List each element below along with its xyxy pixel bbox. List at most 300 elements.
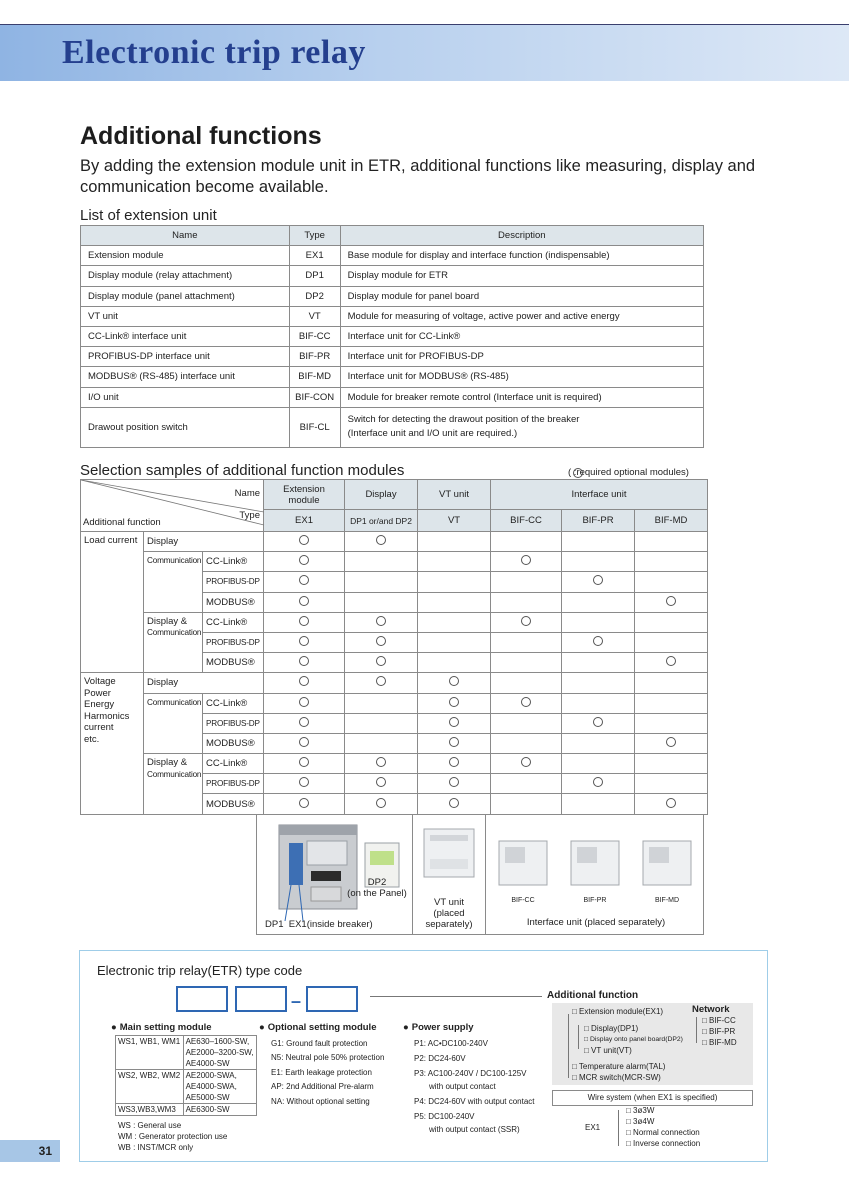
mark-cell xyxy=(264,632,345,652)
model-list xyxy=(183,1036,256,1070)
desc-line: Switch for detecting the drawout position of the breaker xyxy=(347,414,580,426)
cell-name: MODBUS® (RS-485) interface unit xyxy=(81,367,290,387)
mark-cell xyxy=(491,612,562,632)
circle-icon xyxy=(666,737,676,747)
dp1-item: □ Display(DP1) xyxy=(584,1024,639,1033)
label-line: (placed xyxy=(433,908,465,919)
label-line: Communication xyxy=(147,769,202,779)
empty-cell xyxy=(491,653,562,673)
empty-cell xyxy=(635,754,708,774)
wire-item: □ 3ø4W xyxy=(626,1117,655,1126)
cell-type: BIF-CL xyxy=(289,407,340,447)
header-banner xyxy=(0,25,849,81)
additional-function-title: Additional function xyxy=(547,990,639,1001)
mark-cell xyxy=(345,774,418,794)
corner-func: Additional function xyxy=(83,517,161,528)
wire-list xyxy=(626,1105,700,1149)
col-ext: Extension module xyxy=(264,480,345,510)
circle-icon xyxy=(449,777,459,787)
table-row xyxy=(81,246,704,266)
empty-cell xyxy=(562,733,635,753)
empty-cell xyxy=(562,552,635,572)
option-item: AP: 2nd Additional Pre-alarm xyxy=(271,1082,374,1092)
empty-cell xyxy=(491,532,562,552)
mark-cell xyxy=(264,774,345,794)
model-cell: WS1, WB1, WM1 xyxy=(116,1036,184,1070)
mark-cell xyxy=(562,572,635,592)
circle-icon xyxy=(299,737,309,747)
cell-desc: Display module for panel board xyxy=(340,286,703,306)
circle-icon xyxy=(376,616,386,626)
table-row xyxy=(116,1104,257,1116)
cell-type: BIF-PR xyxy=(289,347,340,367)
circle-icon xyxy=(449,676,459,686)
leader-line xyxy=(370,996,542,997)
label-line: Energy xyxy=(84,699,115,711)
empty-cell xyxy=(418,552,491,572)
cell-name: Extension module xyxy=(81,246,290,266)
tree-line xyxy=(568,1014,569,1078)
circle-icon xyxy=(376,656,386,666)
wire-system-title: Wire system (when EX1 is specified) xyxy=(552,1090,753,1106)
row-cc: CC-Link® xyxy=(203,693,264,713)
model-cell: WS2, WB2, WM2 xyxy=(116,1070,184,1104)
mark-cell xyxy=(562,713,635,733)
cell-type: BIF-CON xyxy=(289,387,340,407)
circle-icon xyxy=(376,535,386,545)
bif-pr-label: BIF-PR xyxy=(583,897,607,904)
row-display: Display xyxy=(144,532,264,552)
cell-type: VT xyxy=(289,306,340,326)
power-item: with output contact (SSR) xyxy=(429,1125,520,1134)
desc-line: (Interface unit and I/O unit are required.) xyxy=(347,428,518,440)
col-display: Display xyxy=(345,480,418,510)
main-legend xyxy=(118,1120,227,1153)
mark-cell xyxy=(491,693,562,713)
empty-cell xyxy=(491,733,562,753)
sel-table-caption: Selection samples of additional function modules xyxy=(80,462,405,479)
mark-cell xyxy=(264,532,345,552)
code-field-optional xyxy=(235,986,287,1012)
circle-icon xyxy=(449,717,459,727)
row-communication: Communication xyxy=(144,552,203,613)
code-field-power xyxy=(306,986,358,1012)
circle-icon xyxy=(299,555,309,565)
legend-line: WS : General use xyxy=(118,1121,182,1130)
row-communication: Communication xyxy=(144,693,203,754)
mark-cell xyxy=(264,713,345,733)
mark-cell xyxy=(264,572,345,592)
cell-name: VT unit xyxy=(81,306,290,326)
circle-icon xyxy=(376,636,386,646)
mark-cell xyxy=(264,592,345,612)
code-dash: – xyxy=(291,991,302,1011)
mark-cell xyxy=(418,794,491,814)
mark-cell xyxy=(635,733,708,753)
label-line: Display & xyxy=(147,615,188,627)
network-title: Network xyxy=(692,1004,730,1015)
code-field-main xyxy=(176,986,228,1012)
model-cell: WS3,WB3,WM3 xyxy=(116,1104,184,1116)
mark-cell xyxy=(345,632,418,652)
type-code-title: Electronic trip relay(ETR) type code xyxy=(97,963,303,978)
mark-cell xyxy=(418,774,491,794)
wire-item: □ Inverse connection xyxy=(626,1139,701,1148)
label-line: current xyxy=(84,722,114,734)
table-row xyxy=(116,1036,257,1070)
table-row xyxy=(81,552,708,572)
col-header: Description xyxy=(340,226,703,246)
mark-cell xyxy=(264,693,345,713)
legend-line: WM : Generator protection use xyxy=(118,1132,228,1141)
power-list xyxy=(414,1037,535,1136)
empty-cell xyxy=(562,532,635,552)
circle-icon xyxy=(299,798,309,808)
empty-cell xyxy=(562,693,635,713)
mark-cell xyxy=(418,673,491,693)
empty-cell xyxy=(345,693,418,713)
vt-label xyxy=(415,897,483,930)
page-title: Electronic trip relay xyxy=(62,34,366,71)
mark-cell xyxy=(264,733,345,753)
divider xyxy=(412,815,413,935)
mark-cell xyxy=(345,612,418,632)
option-item: NA: Without optional setting xyxy=(271,1096,370,1106)
empty-cell xyxy=(562,592,635,612)
mcr-item: □ MCR switch(MCR-SW) xyxy=(572,1073,661,1082)
option-item: E1: Earth leakage protection xyxy=(271,1067,372,1077)
label-line: Harmonics xyxy=(84,710,130,722)
row-display-comm xyxy=(144,754,203,815)
circle-icon xyxy=(666,596,676,606)
model-line: AE2000–3200-SW, xyxy=(185,1048,254,1057)
circle-icon xyxy=(666,798,676,808)
tree-line xyxy=(578,1025,579,1049)
extension-unit-table xyxy=(80,225,704,448)
col-md: BIF-MD xyxy=(635,510,708,532)
cell-desc: Display module for ETR xyxy=(340,266,703,286)
cell-name: I/O unit xyxy=(81,387,290,407)
corner-cell xyxy=(81,480,264,532)
bif-md-item: □ BIF-MD xyxy=(702,1038,737,1047)
circle-icon xyxy=(299,697,309,707)
empty-cell xyxy=(635,693,708,713)
label-line: separately) xyxy=(425,919,473,930)
cell-desc: Base module for display and interface function (indispensable) xyxy=(340,246,703,266)
optional-list xyxy=(271,1037,384,1109)
vt-unit-image xyxy=(422,825,478,881)
cell-name: Display module (panel attachment) xyxy=(81,286,290,306)
mark-cell xyxy=(345,673,418,693)
empty-cell xyxy=(562,612,635,632)
table-row xyxy=(81,532,708,552)
empty-cell xyxy=(491,774,562,794)
circle-icon xyxy=(449,798,459,808)
model-list xyxy=(183,1070,256,1104)
main-module-title: ● Main setting module xyxy=(111,1022,212,1033)
cell-name: PROFIBUS-DP interface unit xyxy=(81,347,290,367)
option-item: N5: Neutral pole 50% protection xyxy=(271,1053,385,1063)
empty-cell xyxy=(562,754,635,774)
col-vtt: VT xyxy=(418,510,491,532)
power-item: P3: AC100-240V / DC100-125V xyxy=(414,1069,527,1078)
bif-cc-label: BIF-CC xyxy=(511,897,535,904)
empty-cell xyxy=(345,733,418,753)
empty-cell xyxy=(562,794,635,814)
empty-cell xyxy=(491,632,562,652)
circle-icon xyxy=(593,636,603,646)
empty-cell xyxy=(418,592,491,612)
label-line: Display & xyxy=(147,757,188,769)
section-intro: By adding the extension module unit in ETR, additional functions like measuring, display and communication become available. xyxy=(80,157,756,196)
interface-units-image xyxy=(497,837,697,889)
table-row xyxy=(81,387,704,407)
circle-icon xyxy=(449,697,459,707)
cell-type: BIF-CC xyxy=(289,326,340,346)
power-supply-title: ● Power supply xyxy=(403,1022,474,1033)
empty-cell xyxy=(491,713,562,733)
row-pr: PROFIBUS-DP xyxy=(203,713,264,733)
mark-cell xyxy=(418,733,491,753)
cell-type: EX1 xyxy=(289,246,340,266)
empty-cell xyxy=(491,572,562,592)
note-text: ( :required optional modules) xyxy=(568,467,689,478)
row-pr: PROFIBUS-DP xyxy=(203,572,264,592)
section-title: Additional functions xyxy=(80,122,322,150)
group-voltage xyxy=(81,673,144,814)
wire-ex1-label: EX1 xyxy=(585,1123,601,1132)
mark-cell xyxy=(635,794,708,814)
divider xyxy=(485,815,486,935)
table-row xyxy=(81,266,704,286)
label-line: Power xyxy=(84,687,111,699)
circle-icon xyxy=(593,717,603,727)
wire-item: □ 3ø3W xyxy=(626,1106,655,1115)
table-row xyxy=(81,286,704,306)
mark-cell xyxy=(635,592,708,612)
tree-line xyxy=(696,1017,697,1043)
label-line: DP2 xyxy=(367,877,387,888)
table-row xyxy=(81,407,704,447)
empty-cell xyxy=(418,532,491,552)
model-line: AE4000-SW xyxy=(185,1059,230,1068)
col-ex1: EX1 xyxy=(264,510,345,532)
empty-cell xyxy=(491,673,562,693)
table-row xyxy=(81,306,704,326)
empty-cell xyxy=(345,572,418,592)
cell-name: CC-Link® interface unit xyxy=(81,326,290,346)
empty-cell xyxy=(562,673,635,693)
empty-cell xyxy=(562,653,635,673)
option-item: G1: Ground fault protection xyxy=(271,1039,368,1048)
circle-icon xyxy=(376,777,386,787)
model-line: AE630–1600-SW, xyxy=(185,1037,250,1046)
empty-cell xyxy=(418,632,491,652)
row-pr: PROFIBUS-DP xyxy=(203,632,264,652)
label-line: VT unit xyxy=(434,897,464,908)
mark-cell xyxy=(418,754,491,774)
dp2-label xyxy=(345,877,409,899)
table-row xyxy=(81,326,704,346)
circle-icon xyxy=(299,616,309,626)
empty-cell xyxy=(635,552,708,572)
dp1-ex1-label: DP1 EX1(inside breaker) xyxy=(265,919,373,930)
empty-cell xyxy=(635,632,708,652)
power-item: P2: DC24-60V xyxy=(414,1054,466,1063)
ext-module-item: □ Extension module(EX1) xyxy=(572,1007,664,1016)
bif-cc-item: □ BIF-CC xyxy=(702,1016,736,1025)
ext-table-caption: List of extension unit xyxy=(80,207,217,224)
circle-icon xyxy=(666,656,676,666)
mark-cell xyxy=(264,794,345,814)
circle-icon xyxy=(376,757,386,767)
col-vt: VT unit xyxy=(418,480,491,510)
col-interface: Interface unit xyxy=(491,480,708,510)
model-line: AE4000-SWA, xyxy=(185,1082,237,1091)
empty-cell xyxy=(418,653,491,673)
row-cc: CC-Link® xyxy=(203,612,264,632)
corner-name: Name xyxy=(234,488,261,499)
empty-cell xyxy=(635,774,708,794)
empty-cell xyxy=(635,713,708,733)
mark-cell xyxy=(345,794,418,814)
circle-icon xyxy=(299,636,309,646)
row-pr: PROFIBUS-DP xyxy=(203,774,264,794)
circle-icon xyxy=(299,596,309,606)
power-item: P4: DC24-60V with output contact xyxy=(414,1097,535,1106)
mark-cell xyxy=(264,754,345,774)
col-header: Type xyxy=(289,226,340,246)
label-line: (on the Panel) xyxy=(347,888,407,899)
cell-type: BIF-MD xyxy=(289,367,340,387)
circle-icon xyxy=(521,697,531,707)
circle-icon xyxy=(521,616,531,626)
bif-pr-item: □ BIF-PR xyxy=(702,1027,736,1036)
empty-cell xyxy=(345,713,418,733)
row-cc: CC-Link® xyxy=(203,754,264,774)
cell-name: Display module (relay attachment) xyxy=(81,266,290,286)
col-pr: BIF-PR xyxy=(562,510,635,532)
circle-icon xyxy=(299,676,309,686)
wire-item: □ Normal connection xyxy=(626,1128,700,1137)
tal-item: □ Temperature alarm(TAL) xyxy=(572,1062,666,1071)
row-cc: CC-Link® xyxy=(203,552,264,572)
mark-cell xyxy=(264,653,345,673)
selection-table xyxy=(80,479,708,815)
legend-line: WB : INST/MCR only xyxy=(118,1143,194,1152)
mark-cell xyxy=(635,653,708,673)
circle-icon xyxy=(299,656,309,666)
row-display-comm xyxy=(144,612,203,673)
col-dp: DP1 or/and DP2 xyxy=(345,510,418,532)
additional-function-box xyxy=(552,1003,753,1085)
col-header: Name xyxy=(81,226,290,246)
model-line: AE2000-SWA, xyxy=(185,1071,237,1080)
sel-table-note xyxy=(568,467,689,478)
empty-cell xyxy=(418,612,491,632)
circle-icon xyxy=(299,757,309,767)
mark-cell xyxy=(345,754,418,774)
cell-desc: Module for breaker remote control (Interface unit is required) xyxy=(340,387,703,407)
cell-name: Drawout position switch xyxy=(81,407,290,447)
circle-icon xyxy=(521,757,531,767)
corner-type: Type xyxy=(239,510,261,521)
mark-cell xyxy=(345,532,418,552)
row-md: MODBUS® xyxy=(203,653,264,673)
cell-type: DP1 xyxy=(289,266,340,286)
table-row xyxy=(116,1070,257,1104)
table-row xyxy=(81,367,704,387)
circle-icon xyxy=(299,575,309,585)
empty-cell xyxy=(635,673,708,693)
table-row xyxy=(81,673,708,693)
vt-item: □ VT unit(VT) xyxy=(584,1046,632,1055)
circle-icon xyxy=(299,777,309,787)
empty-cell xyxy=(635,532,708,552)
table-row xyxy=(81,754,708,774)
mark-cell xyxy=(264,673,345,693)
circle-icon xyxy=(593,575,603,585)
model-line: AE5000-SW xyxy=(185,1093,230,1102)
circle-icon xyxy=(376,798,386,808)
empty-cell xyxy=(345,552,418,572)
group-load: Load current xyxy=(81,532,144,673)
cell-desc xyxy=(340,407,703,447)
optional-module-title: ● Optional setting module xyxy=(259,1022,376,1033)
circle-icon xyxy=(449,757,459,767)
power-item: P5: DC100-240V xyxy=(414,1112,475,1121)
mark-cell xyxy=(562,774,635,794)
circle-icon xyxy=(521,555,531,565)
model-line: AE6300-SW xyxy=(183,1104,256,1116)
empty-cell xyxy=(418,572,491,592)
label-line: Communication xyxy=(147,628,202,638)
mark-cell xyxy=(491,552,562,572)
mark-cell xyxy=(264,552,345,572)
cell-desc: Interface unit for CC-Link® xyxy=(340,326,703,346)
empty-cell xyxy=(635,612,708,632)
label-line: Voltage xyxy=(84,676,116,688)
power-item: with output contact xyxy=(429,1082,496,1091)
bif-md-label: BIF-MD xyxy=(654,897,680,904)
mark-cell xyxy=(491,754,562,774)
table-row xyxy=(81,612,708,632)
empty-cell xyxy=(345,592,418,612)
table-row xyxy=(81,693,708,713)
cell-desc: Interface unit for PROFIBUS-DP xyxy=(340,347,703,367)
dp2-item: □ Display onto panel board(DP2) xyxy=(584,1036,683,1043)
mark-cell xyxy=(264,612,345,632)
row-display: Display xyxy=(144,673,264,693)
row-md: MODBUS® xyxy=(203,733,264,753)
empty-cell xyxy=(491,794,562,814)
power-item: P1: AC•DC100-240V xyxy=(414,1039,488,1048)
row-md: MODBUS® xyxy=(203,592,264,612)
mark-cell xyxy=(418,713,491,733)
table-row xyxy=(81,347,704,367)
label-line: etc. xyxy=(84,733,100,745)
circle-icon xyxy=(299,717,309,727)
circle-icon xyxy=(449,737,459,747)
empty-cell xyxy=(635,572,708,592)
cell-desc: Module for measuring of voltage, active power and active energy xyxy=(340,306,703,326)
cell-type: DP2 xyxy=(289,286,340,306)
empty-cell xyxy=(491,592,562,612)
row-md: MODBUS® xyxy=(203,794,264,814)
col-cc: BIF-CC xyxy=(491,510,562,532)
mark-cell xyxy=(418,693,491,713)
page-number: 31 xyxy=(0,1140,60,1162)
